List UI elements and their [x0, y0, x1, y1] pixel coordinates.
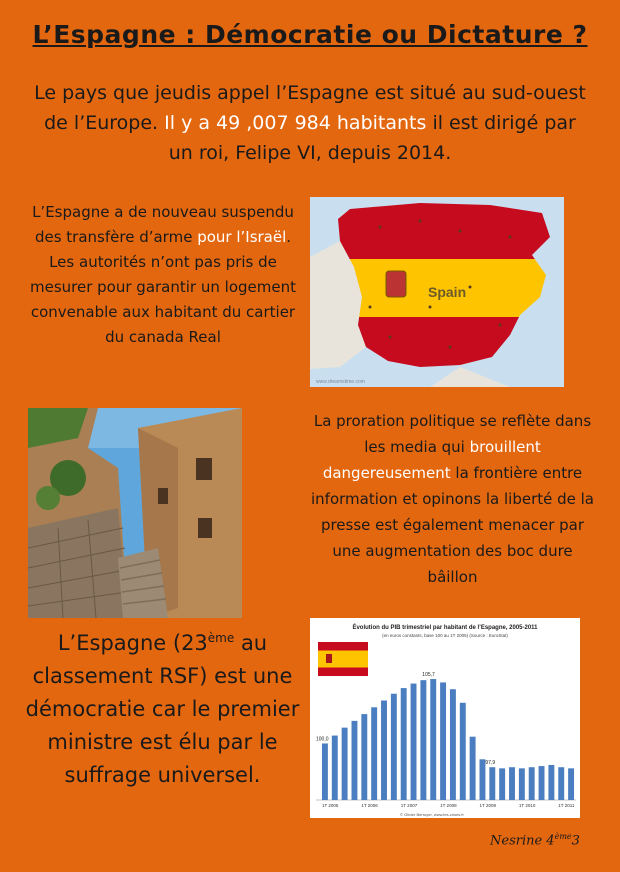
- democracy-text: L’Espagne (23: [57, 631, 208, 655]
- press-paragraph: [310, 408, 595, 590]
- population-highlight: Il y a 49 ,007 984 habitants: [164, 112, 427, 134]
- graph-bar: [499, 768, 505, 800]
- press-text-end: la frontière entre information et opinons la liberté de la presse est également menacer par une augmentation des boc dure bâillon: [311, 464, 594, 586]
- graph-peak-label: 105,7: [422, 672, 435, 679]
- graph-x-label: 1T 2006: [361, 803, 378, 808]
- graph-credit: © Olivier Berruyer, www.les-crises.fr: [400, 812, 464, 817]
- graph-bar: [558, 767, 564, 800]
- grade-superscript: ème: [554, 832, 572, 841]
- class-number: 3: [571, 833, 580, 849]
- graph-x-label: 1T 2005: [322, 803, 339, 808]
- democracy-text-end: au classement RSF) est une démocratie car le premier ministre est élu par le suffrage universel.: [25, 631, 300, 787]
- spain-flag-map: [310, 197, 564, 387]
- press-highlight: brouillent dangereusement: [322, 438, 541, 482]
- author-signature: [490, 832, 580, 848]
- graph-subtitle: (en euros constants, base 100 au 1T 2005) (Source : EuroStat): [382, 633, 508, 638]
- gdp-chart-image: [310, 618, 580, 818]
- graph-bar: [450, 689, 456, 800]
- graph-bar: [489, 767, 495, 800]
- graph-bar: [548, 765, 554, 800]
- arms-text: L’Espagne a de nouveau suspendu des transfère d’arme: [32, 203, 294, 246]
- democracy-paragraph: [20, 622, 305, 792]
- graph-bar: [440, 682, 446, 800]
- graph-low-label: 97,9: [485, 760, 496, 767]
- press-text: La proration politique se reflète dans les media qui: [313, 412, 592, 456]
- intro-text-end: il est dirigé par un roi, Felipe VI, depuis 2014.: [168, 112, 576, 164]
- rank-superscript: ème: [207, 631, 235, 645]
- graph-x-label: 1T 2008: [440, 803, 457, 808]
- graph-start-label: 100,0: [316, 736, 329, 743]
- graph-bar: [460, 703, 466, 800]
- map-label: Spain: [428, 284, 467, 300]
- graph-bar: [420, 680, 426, 800]
- graph-bar: [509, 767, 515, 800]
- graph-x-label: 1T 2009: [479, 803, 496, 808]
- graph-bar: [342, 728, 348, 800]
- village-street-photo: [28, 408, 242, 618]
- graph-bar: [539, 766, 545, 800]
- graph-bar: [519, 768, 525, 800]
- intro-text: Le pays que jeudis appel l’Espagne est situé au sud-ouest de l’Europe.: [34, 82, 586, 134]
- graph-x-label: 1T 2007: [400, 803, 418, 808]
- graph-bar: [361, 714, 367, 800]
- arms-paragraph: [22, 200, 304, 350]
- arms-text-end: . Les autorités n’ont pas pris de mesurer pour garantir un logement convenable aux habitant du cartier du canada Real: [30, 228, 296, 346]
- graph-bar: [470, 737, 476, 800]
- graph-bar: [371, 707, 377, 800]
- graph-x-label: 1T 2010: [518, 803, 536, 808]
- israel-highlight: pour l’Israël: [197, 228, 287, 246]
- graph-bar: [322, 743, 328, 800]
- graph-bar: [391, 694, 397, 800]
- graph-x-label: 1T 2011: [558, 803, 575, 808]
- graph-spain-flag: [318, 642, 368, 676]
- graph-title: Évolution du PIB trimestriel par habitant de l’Espagne, 2005-2011: [352, 625, 538, 631]
- graph-bar: [430, 679, 436, 800]
- graph-bar: [411, 684, 417, 800]
- graph-bar: [568, 768, 574, 800]
- map-watermark: www.dreamstime.com: [316, 379, 365, 385]
- graph-bar: [401, 688, 407, 800]
- graph-bar: [352, 721, 358, 800]
- intro-paragraph: [30, 78, 590, 168]
- graph-bar: [529, 767, 535, 800]
- page-title: L’Espagne : Démocratie ou Dictature ?: [32, 20, 588, 49]
- graph-bar: [381, 701, 387, 800]
- graph-bar: [332, 736, 338, 800]
- author-name: Nesrine 4: [490, 833, 555, 849]
